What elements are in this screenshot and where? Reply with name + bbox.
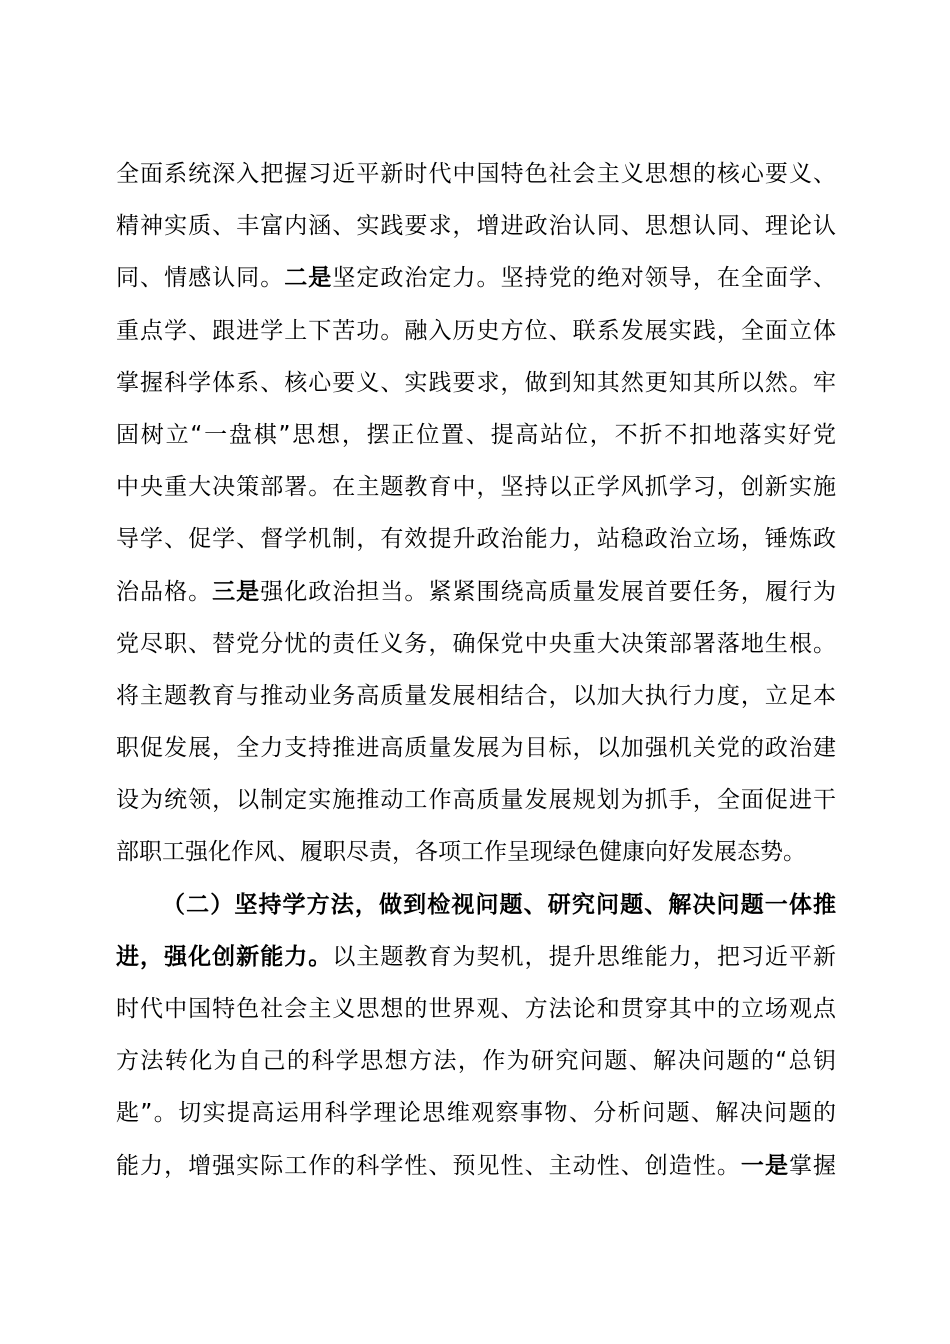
text-run: 掌握	[788, 1152, 836, 1179]
text-line	[116, 1140, 836, 1192]
text-run: 同、情感认同。	[116, 265, 285, 292]
text-run: 掌握科学体系、核心要义、实践要求，做到知其然更知其所以然。牢	[116, 369, 836, 396]
text-run: 导学、促学、督学机制，有效提升政治能力，站稳政治立场，锤炼政	[116, 526, 836, 553]
body-text	[116, 148, 836, 1192]
text-line	[116, 409, 836, 461]
text-line	[116, 148, 836, 200]
section-heading-line	[116, 879, 836, 931]
text-run: 匙”。切实提高运用科学理论思维观察事物、分析问题、解决问题的	[116, 1100, 836, 1127]
text-run: 能力，增强实际工作的科学性、预见性、主动性、创造性。	[116, 1152, 741, 1179]
text-line	[116, 618, 836, 670]
text-line	[116, 722, 836, 774]
bold-marker: 三是	[212, 578, 261, 605]
text-line	[116, 305, 836, 357]
section-heading: 进，强化创新能力。	[116, 943, 333, 970]
text-line	[116, 774, 836, 826]
bold-marker: 一是	[740, 1152, 789, 1179]
text-run: 时代中国特色社会主义思想的世界观、方法论和贯穿其中的立场观点	[116, 996, 836, 1022]
text-line	[116, 566, 836, 618]
text-line	[116, 670, 836, 722]
text-line	[116, 200, 836, 252]
text-run: 方法转化为自己的科学思想方法，作为研究问题、解决问题的“总钥	[116, 1048, 836, 1075]
text-line	[116, 931, 836, 983]
text-run: 全面系统深入把握习近平新时代中国特色社会主义思想的核心要义、	[116, 161, 836, 187]
text-run: 部职工强化作风、履职尽责，各项工作呈现绿色健康向好发展态势。	[116, 839, 806, 866]
text-line	[116, 983, 836, 1035]
text-run: 强化政治担当。紧紧围绕高质量发展首要任务，履行为	[260, 578, 836, 605]
text-run: 坚定政治定力。坚持党的绝对领导，在全面学、	[332, 265, 836, 292]
text-line	[116, 461, 836, 513]
text-run: 中央重大决策部署。在主题教育中，坚持以正学风抓学习，创新实施	[116, 474, 836, 501]
text-line	[116, 1087, 836, 1139]
text-line	[116, 513, 836, 565]
text-run: 以主题教育为契机，提升思维能力，把习近平新	[332, 943, 836, 970]
text-run: 设为统领，以制定实施推动工作高质量发展规划为抓手，全面促进干	[116, 787, 836, 814]
text-run: 固树立“一盘棋”思想，摆正位置、提高站位，不折不扣地落实好党	[116, 421, 836, 448]
text-line	[116, 1035, 836, 1087]
text-line	[116, 826, 836, 878]
section-heading: （二）坚持学方法，做到检视问题、研究问题、解决问题一体推	[162, 891, 836, 918]
bold-marker: 二是	[284, 265, 333, 292]
text-line	[116, 252, 836, 304]
text-run: 治品格。	[116, 578, 213, 605]
text-line	[116, 357, 836, 409]
text-run: 将主题教育与推动业务高质量发展相结合，以加大执行力度，立足本	[116, 682, 836, 709]
text-run: 重点学、跟进学上下苦功。融入历史方位、联系发展实践，全面立体	[116, 317, 836, 344]
text-run: 党尽职、替党分忧的责任义务，确保党中央重大决策部署落地生根。	[116, 630, 836, 657]
text-run: 职促发展，全力支持推进高质量发展为目标，以加强机关党的政治建	[116, 735, 836, 762]
text-run: 精神实质、丰富内涵、实践要求，增进政治认同、思想认同、理论认	[116, 213, 836, 240]
